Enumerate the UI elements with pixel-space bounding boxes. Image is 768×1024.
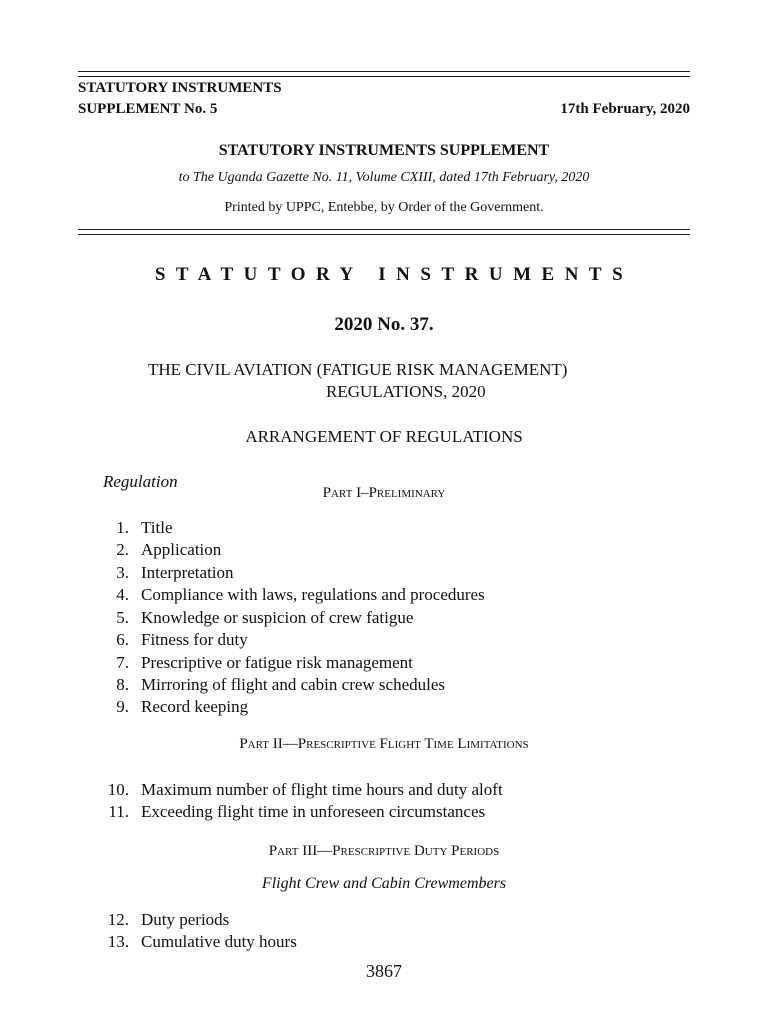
- list-item: [93, 608, 414, 628]
- item-text: Title: [141, 518, 173, 537]
- item-text: Compliance with laws, regulations and procedures: [141, 585, 485, 604]
- part-3-subheading: Flight Crew and Cabin Crewmembers: [261, 875, 507, 892]
- list-item: [93, 697, 249, 717]
- part-3-heading: Part III—Prescriptive Duty Periods: [268, 843, 500, 859]
- mid-rule: [78, 229, 690, 230]
- list-item: [93, 518, 173, 538]
- item-text: Cumulative duty hours: [141, 932, 297, 951]
- item-text: Application: [141, 540, 222, 559]
- item-text: Record keeping: [141, 697, 249, 716]
- supplement-title: STATUTORY INSTRUMENTS SUPPLEMENT: [218, 142, 550, 159]
- item-number: 10.: [107, 780, 129, 799]
- series-title: STATUTORY INSTRUMENTS: [78, 80, 282, 96]
- item-number: 13.: [107, 932, 129, 951]
- top-rule: [78, 71, 690, 72]
- list-item: [93, 780, 503, 800]
- item-number: 4.: [116, 585, 129, 604]
- item-number: 11.: [108, 802, 129, 821]
- regulation-column-label: Regulation: [103, 472, 178, 491]
- statutory-banner: STATUTORY INSTRUMENTS: [154, 264, 634, 285]
- item-text: Exceeding flight time in unforeseen circumstances: [141, 802, 486, 821]
- list-item: [93, 563, 234, 583]
- list-item: [93, 910, 230, 930]
- item-number: 7.: [116, 653, 129, 672]
- page-number: 3867: [366, 961, 402, 981]
- list-item: [93, 653, 413, 673]
- part-2-heading: Part II—Prescriptive Flight Time Limitations: [239, 736, 529, 752]
- list-item: [93, 932, 297, 952]
- item-number: 12.: [107, 910, 129, 929]
- item-text: Interpretation: [141, 563, 234, 582]
- list-item: [93, 540, 222, 560]
- printed-by: Printed by UPPC, Entebbe, by Order of the Government.: [224, 200, 544, 215]
- mid-rule-2: [78, 234, 690, 235]
- part-1-heading: Part I–Preliminary: [322, 485, 446, 501]
- item-text: Prescriptive or fatigue risk management: [141, 653, 413, 672]
- top-rule-2: [78, 76, 690, 77]
- item-text: Duty periods: [141, 910, 230, 929]
- supplement-date: 17th February, 2020: [560, 101, 690, 117]
- item-number: 5.: [116, 608, 129, 627]
- regulation-title-line1: THE CIVIL AVIATION (FATIGUE RISK MANAGEMENT): [148, 360, 568, 379]
- item-number: 1.: [116, 518, 129, 537]
- item-text: Maximum number of flight time hours and duty aloft: [141, 780, 503, 799]
- list-item: [93, 630, 248, 650]
- item-number: 2.: [116, 540, 129, 559]
- item-number: 8.: [116, 675, 129, 694]
- arrangement-heading: ARRANGEMENT OF REGULATIONS: [245, 427, 523, 446]
- list-item: [93, 675, 446, 695]
- list-item: [93, 802, 486, 822]
- item-text: Fitness for duty: [141, 630, 248, 649]
- gazette-line: to The Uganda Gazette No. 11, Volume CXIII, dated 17th February, 2020: [178, 170, 590, 185]
- item-text: Mirroring of flight and cabin crew schedules: [141, 675, 446, 694]
- item-number: 6.: [116, 630, 129, 649]
- list-item: [93, 585, 485, 605]
- item-number: 3.: [116, 563, 129, 582]
- item-number: 9.: [116, 697, 129, 716]
- instrument-number: 2020 No. 37.: [334, 314, 434, 335]
- regulation-title-line2: REGULATIONS, 2020: [326, 382, 486, 401]
- item-text: Knowledge or suspicion of crew fatigue: [141, 608, 414, 627]
- supplement-number: SUPPLEMENT No. 5: [78, 101, 218, 117]
